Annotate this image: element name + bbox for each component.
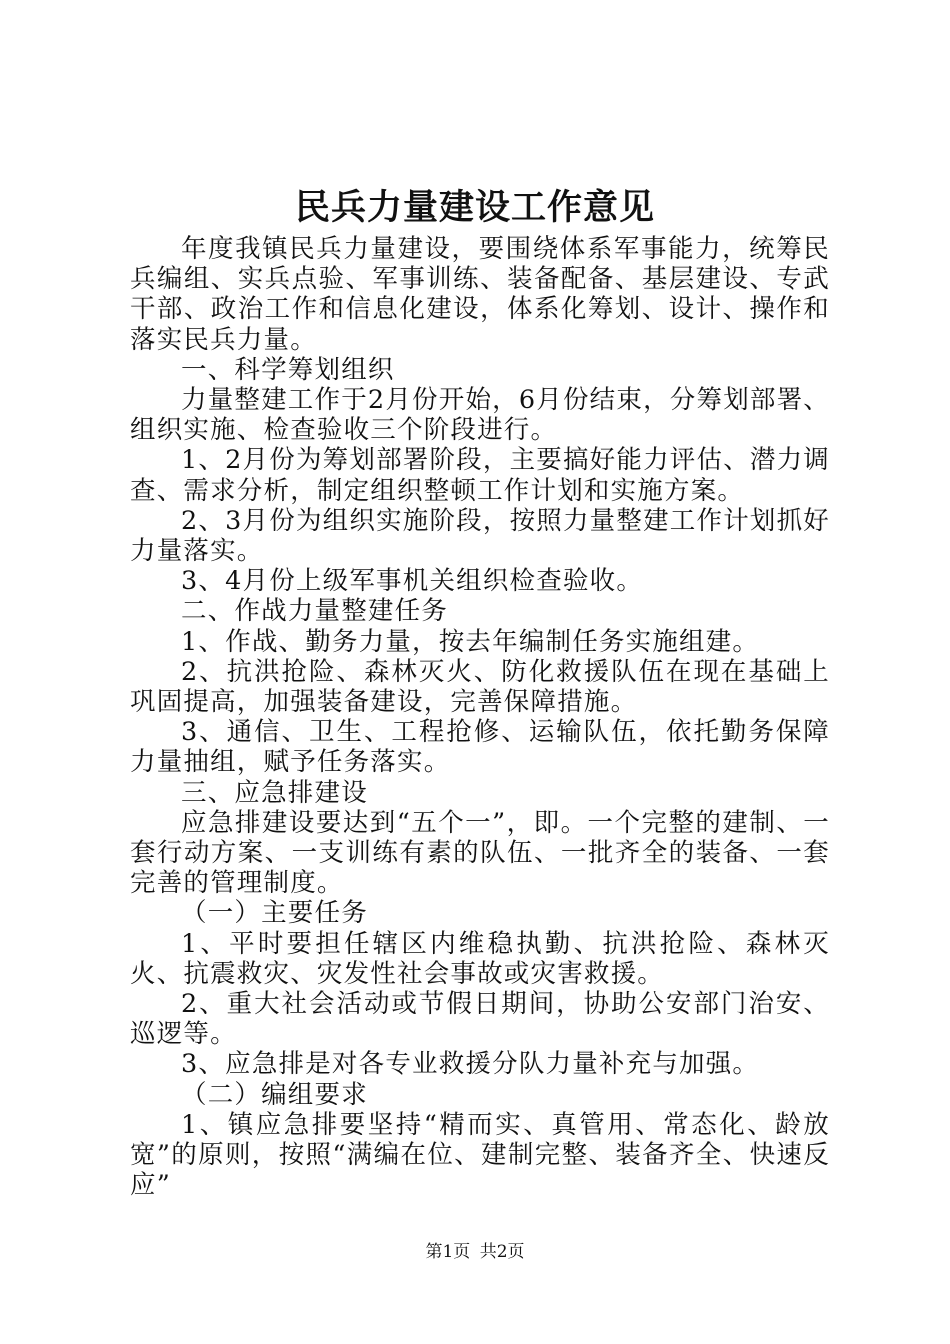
paragraph: 1、作战、勤务力量，按去年编制任务实施组建。: [181, 626, 760, 657]
paragraph: 3、4月份上级军事机关组织检查验收。: [181, 566, 644, 597]
section-heading-1: 一、科学筹划组织: [181, 354, 395, 385]
section-heading-3: 三、应急排建设: [181, 777, 368, 808]
paragraph: 1、平时要担任辖区内维稳执勤、抗洪抢险、森林灭火、抗震救灾、灾发性社会事故或灾害救援。: [130, 928, 830, 989]
paragraph: 1、2月份为筹划部署阶段，主要搞好能力评估、潜力调查、需求分析，制定组织整顿工作计划和实施方案。: [130, 445, 830, 506]
document-title: 民兵力量建设工作意见: [294, 187, 655, 228]
subsection-heading-2: （二）编组要求: [181, 1079, 368, 1110]
paragraph-intro: 年度我镇民兵力量建设，要围绕体系军事能力，统筹民兵编组、实兵点验、军事训练、装备配备、基层建设、专武干部、政治工作和信息化建设，体系化筹划、设计、操作和落实民兵力量。: [130, 234, 830, 355]
paragraph: 力量整建工作于2月份开始，6月份结束，分筹划部署、组织实施、检查验收三个阶段进行。: [130, 385, 830, 446]
paragraph: 2、3月份为组织实施阶段，按照力量整建工作计划抓好力量落实。: [130, 505, 830, 567]
paragraph: 1、镇应急排要坚持“精而实、真管用、常态化、龄放宽”的原则，按照“满编在位、建制完整、装备齐全、快速反应”: [130, 1109, 830, 1201]
document-body: [130, 234, 830, 1201]
page-footer: 第1页 共2页: [425, 1242, 525, 1262]
paragraph: 3、通信、卫生、工程抢修、运输队伍，依托勤务保障力量抽组，赋予任务落实。: [130, 717, 830, 778]
subsection-heading-1: （一）主要任务: [181, 898, 368, 929]
section-heading-2: 二、作战力量整建任务: [181, 596, 449, 627]
paragraph: 2、重大社会活动或节假日期间，协助公安部门治安、巡逻等。: [130, 989, 830, 1050]
paragraph: 应急排建设要达到“五个一”，即。一个完整的建制、一套行动方案、一支训练有素的队伍、一批齐全的装备、一套完善的管理制度。: [130, 807, 830, 899]
paragraph: 2、抗洪抢险、森林灭火、防化救援队伍在现在基础上巩固提高，加强装备建设，完善保障措施。: [130, 656, 830, 718]
paragraph: 3、应急排是对各专业救援分队力量补充与加强。: [181, 1049, 760, 1080]
